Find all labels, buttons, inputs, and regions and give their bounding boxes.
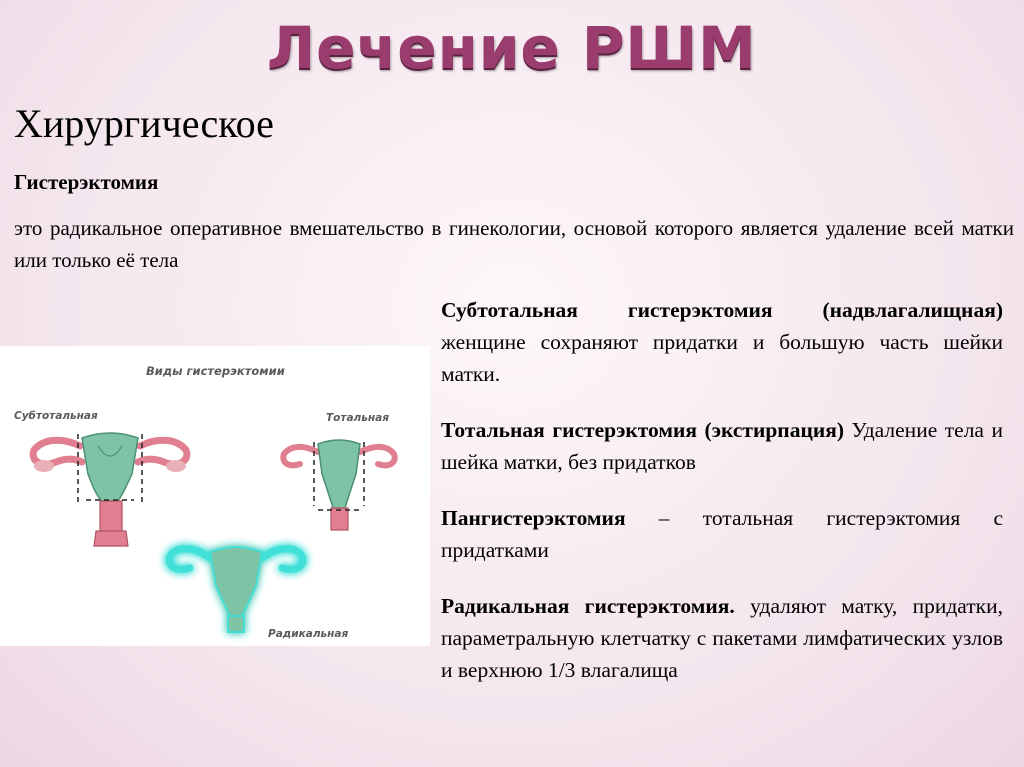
type-description: – тотальная гистерэктомия с придатками: [441, 506, 1003, 562]
uterus-diagrams: [0, 346, 430, 646]
type-term: Пангистерэктомия: [441, 506, 626, 530]
section-heading: Хирургическое: [14, 101, 274, 146]
subtotal-uterus-icon: [33, 433, 187, 546]
type-subtotal: [441, 294, 1003, 390]
label-total: Тотальная: [326, 412, 389, 424]
type-term: Субтотальная гистерэктомия (надвлагалищная): [441, 298, 1003, 322]
type-pan: [441, 502, 1003, 566]
type-term: Радикальная гистерэктомия.: [441, 594, 735, 618]
hysterectomy-types-figure: [0, 346, 430, 646]
procedure-definition: это радикальное оперативное вмешательство в гинекологии, основой которого является удаление всей матки или только её тела: [14, 216, 1014, 272]
slide-title: Лечение РШМ: [0, 14, 1024, 82]
procedure-heading: Гистерэктомия: [14, 170, 159, 194]
label-subtotal: Субтотальная: [14, 410, 98, 422]
radical-uterus-icon: [169, 547, 303, 632]
type-total: [441, 414, 1003, 478]
type-radical: [441, 590, 1003, 686]
figure-caption: Виды гистерэктомии: [146, 364, 285, 378]
label-radical: Радикальная: [268, 628, 349, 640]
hysterectomy-types-list: [441, 294, 1003, 710]
total-uterus-icon: [283, 440, 394, 530]
type-description: удаляют матку, придатки, параметральную клетчатку с пакетами лимфатических узлов и верхнюю 1/3 влагалища: [441, 594, 1003, 682]
type-description: женщине сохраняют придатки и большую часть шейки матки.: [441, 330, 1003, 386]
type-description: Удаление тела и шейка матки, без придатков: [441, 418, 1003, 474]
type-term: Тотальная гистерэктомия (экстирпация): [441, 418, 845, 442]
